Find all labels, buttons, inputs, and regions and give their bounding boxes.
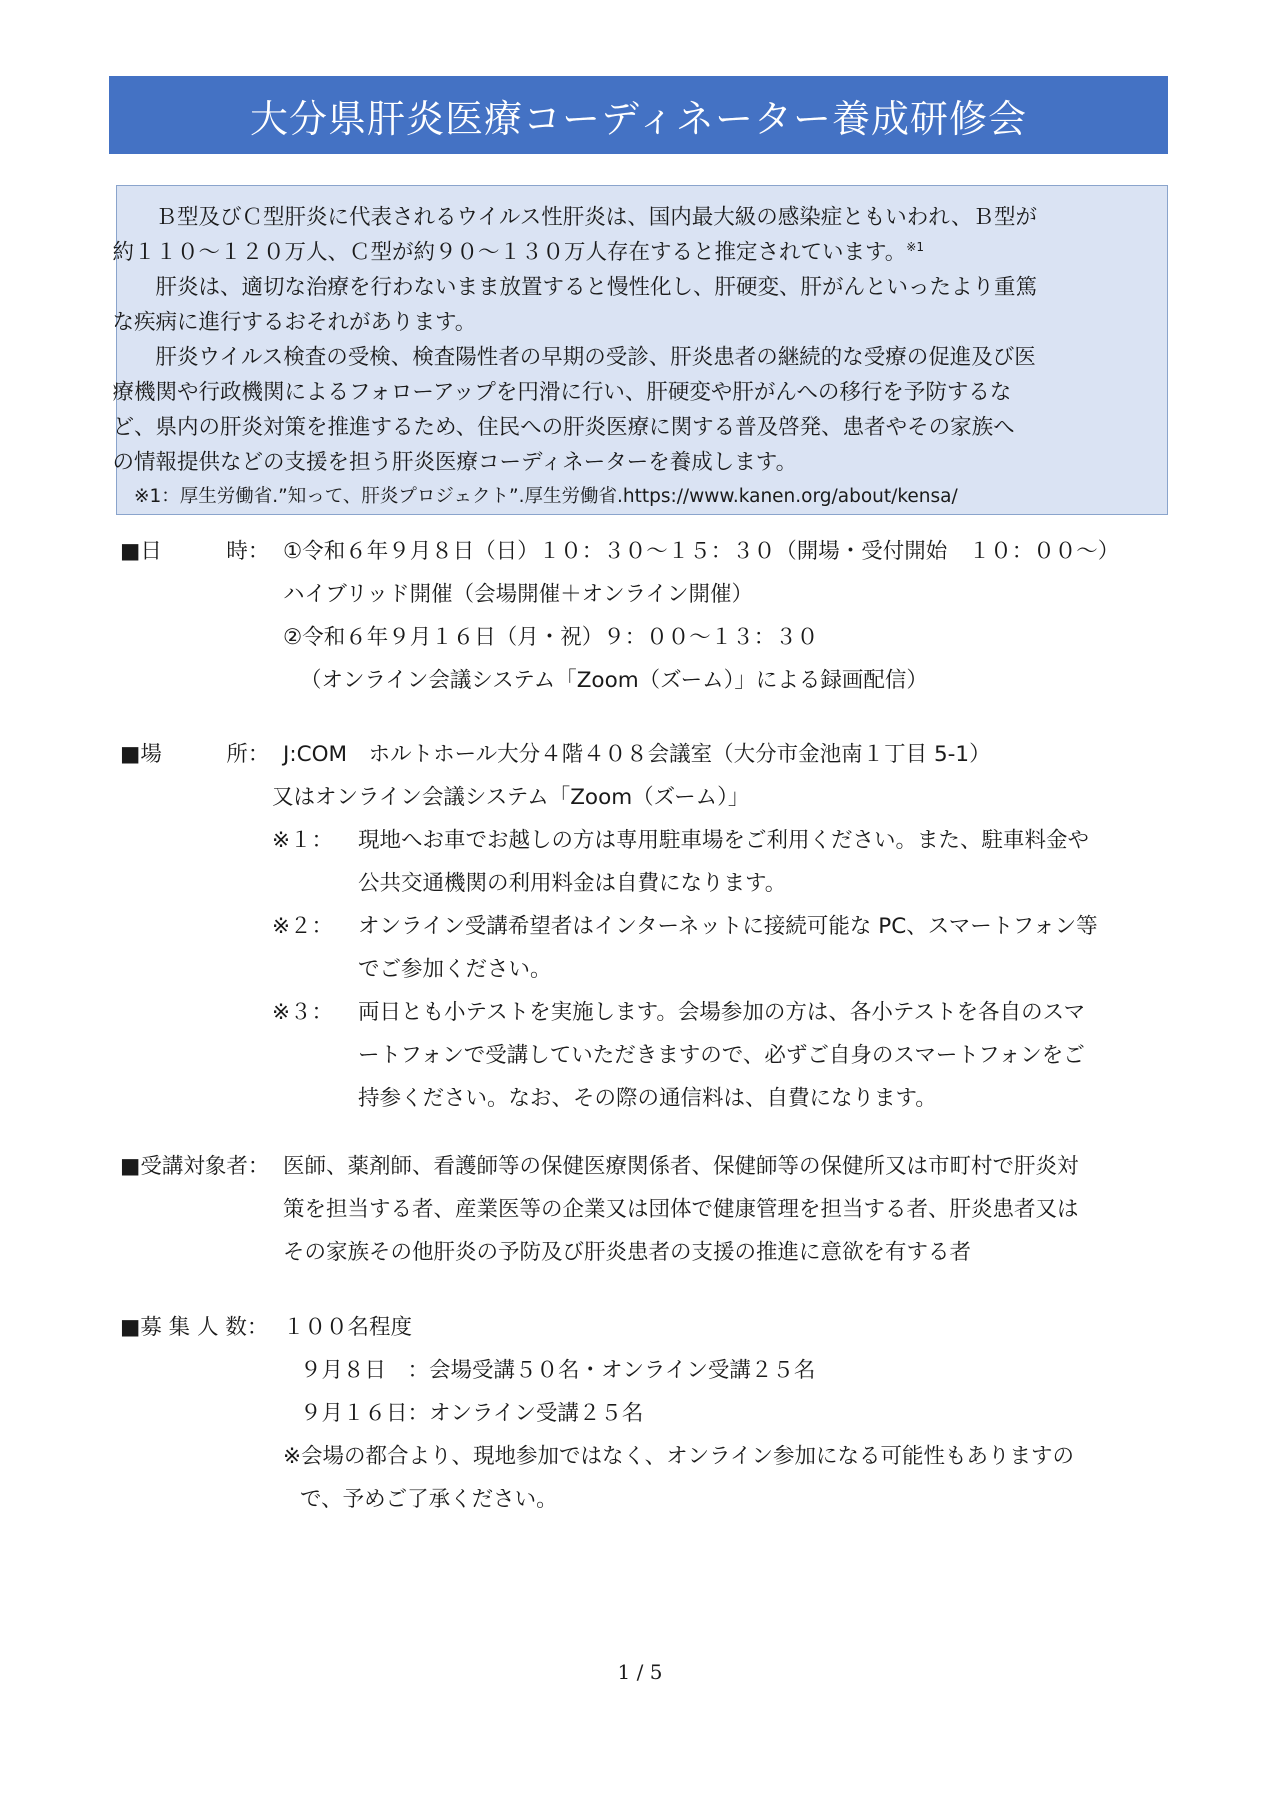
intro-box	[112, 185, 1168, 515]
venue-note-3-mark: ※３：	[272, 1000, 334, 1025]
target-line-2: 策を担当する者、産業医等の企業又は団体で健康管理を担当する者、肝炎患者又は	[283, 1197, 1079, 1222]
target-line-3: その家族その他肝炎の予防及び肝炎患者の支援の推進に意欲を有する者	[283, 1240, 972, 1265]
venue-line-2: 又はオンライン会議システム「Zoom（ズーム）」	[272, 785, 750, 810]
schedule-label: ■日 時：	[120, 539, 270, 564]
venue-note-1-mark: ※１：	[272, 828, 334, 853]
intro-p1-line2: 約１１０～１２０万人、Ｃ型が約９０～１３０万人存在すると推定されています。	[112, 240, 907, 265]
footnote-ref: ※1	[906, 239, 924, 254]
intro-p3-line4: の情報提供などの支援を担う肝炎医療コーディネーターを養成します。	[112, 450, 798, 475]
document-title	[109, 76, 1168, 154]
intro-p3-line2: 療機関や行政機関によるフォローアップを円滑に行い、肝硬変や肝がんへの移行を予防するな	[112, 380, 1012, 405]
intro-p1-line1: Ｂ型及びＣ型肝炎に代表されるウイルス性肝炎は、国内最大級の感染症ともいわれ、Ｂ型が	[155, 205, 1038, 230]
schedule-line-1: ①令和６年９月８日（日）１０：３０～１５：３０（開場・受付開始 １０：００～）	[283, 539, 1120, 564]
schedule-line-4: （オンライン会議システム「Zoom（ズーム）」による録画配信）	[300, 668, 928, 693]
venue-line-1: J:COM ホルトホール大分４階４０８会議室（大分市金池南１丁目 5-1）	[283, 742, 991, 767]
venue-note-2-mark: ※２：	[272, 914, 334, 939]
venue-note-1-line-2: 公共交通機関の利用料金は自費になります。	[358, 871, 787, 896]
intro-paragraph-1	[112, 200, 1143, 270]
intro-p2-line1: 肝炎は、適切な治療を行わないまま放置すると慢性化し、肝硬変、肝がんといったより重篤	[155, 275, 1038, 300]
venue-note-2-line-1: オンライン受講希望者はインターネットに接続可能な PC、スマートフォン等	[358, 914, 1098, 939]
capacity-day-2: ９月１６日：オンライン受講２５名	[300, 1401, 644, 1426]
schedule-line-3: ②令和６年９月１６日（月・祝）９：００～１３：３０	[283, 625, 819, 650]
target-label: ■受講対象者：	[120, 1154, 270, 1179]
intro-p3-line3: ど、県内の肝炎対策を推進するため、住民への肝炎医療に関する普及啓発、患者やその家族へ	[112, 415, 1015, 440]
page-number: 1 / 5	[617, 1660, 663, 1684]
venue-note-3-line-3: 持参ください。なお、その際の通信料は、自費になります。	[358, 1086, 937, 1111]
intro-paragraph-2	[112, 270, 1143, 340]
intro-p2-line2: な疾病に進行するおそれがあります。	[112, 310, 477, 335]
venue-label: ■場 所：	[120, 742, 270, 767]
venue-note-2-line-2: でご参加ください。	[358, 957, 552, 982]
schedule-line-2: ハイブリッド開催（会場開催＋オンライン開催）	[283, 582, 753, 607]
capacity-note-line-2: で、予めご了承ください。	[300, 1487, 558, 1512]
intro-footnote: ※1：厚生労働省.”知って、肝炎プロジェクト”.厚生労働省.https://www.kanen.org/about/kensa/	[134, 486, 958, 507]
capacity-total: １００名程度	[283, 1315, 413, 1340]
target-line-1: 医師、薬剤師、看護師等の保健医療関係者、保健師等の保健所又は市町村で肝炎対	[283, 1154, 1079, 1179]
capacity-label: ■募 集 人 数：	[120, 1315, 269, 1340]
capacity-note-line-1: ※会場の都合より、現地参加ではなく、オンライン参加になる可能性もありますの	[283, 1444, 1074, 1469]
venue-note-3-line-1: 両日とも小テストを実施します。会場参加の方は、各小テストを各自のスマ	[358, 1000, 1086, 1025]
intro-paragraph-3	[112, 340, 1143, 480]
intro-p3-line1: 肝炎ウイルス検査の受検、検査陽性者の早期の受診、肝炎患者の継続的な受療の促進及び医	[155, 345, 1036, 370]
capacity-day-1: ９月８日 ：会場受講５０名・オンライン受講２５名	[300, 1358, 816, 1383]
document-title-text: 大分県肝炎医療コーディネーター養成研修会	[250, 96, 1027, 141]
venue-note-1-line-1: 現地へお車でお越しの方は専用駐車場をご利用ください。また、駐車料金や	[358, 828, 1090, 853]
venue-note-3-line-2: ートフォンで受講していただきますので、必ずご自身のスマートフォンをご	[358, 1043, 1085, 1068]
